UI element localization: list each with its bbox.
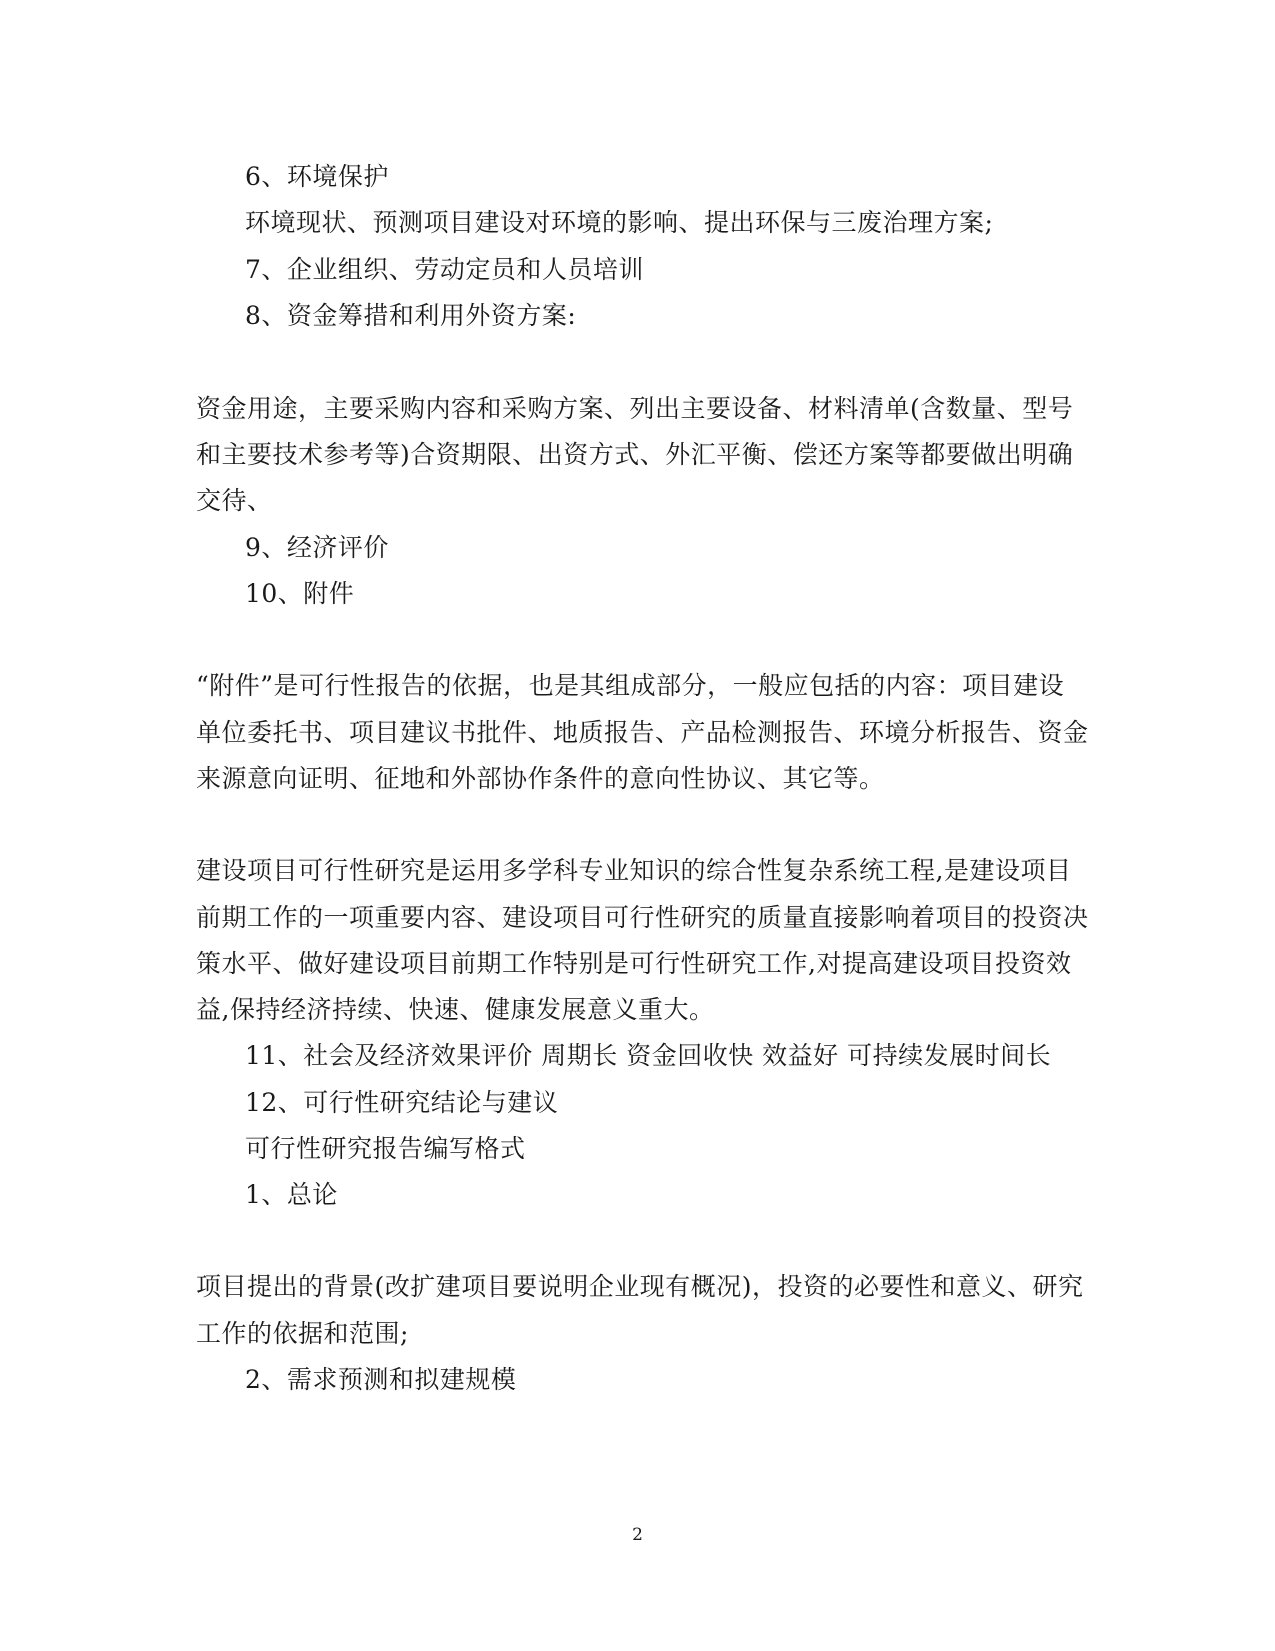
- text-line: 环境现状、预测项目建设对环境的影响、提出环保与三废治理方案;: [245, 208, 994, 237]
- heading-organization: 7、企业组织、劳动定员和人员培训: [245, 255, 644, 284]
- text-line: 来源意向证明、征地和外部协作条件的意向性协议、其它等。: [196, 764, 885, 793]
- text-line: 项目提出的背景(改扩建项目要说明企业现有概况)，投资的必要性和意义、研究: [196, 1272, 1084, 1301]
- heading-funding: 8、资金筹措和利用外资方案:: [245, 301, 577, 330]
- text-line: 交待、: [196, 486, 273, 515]
- heading-attachments: 10、附件: [245, 579, 355, 608]
- text-line: 工作的依据和范围;: [196, 1319, 409, 1348]
- text-line: 和主要技术参考等)合资期限、出资方式、外汇平衡、偿还方案等都要做出明确: [196, 440, 1074, 469]
- heading-environment: 6、环境保护: [245, 162, 389, 191]
- text-line: 单位委托书、项目建议书批件、地质报告、产品检测报告、环境分析报告、资金: [196, 718, 1089, 747]
- text-line: 益,保持经济持续、快速、健康发展意义重大。: [196, 995, 715, 1024]
- heading-report-format: 可行性研究报告编写格式: [245, 1134, 526, 1163]
- text-line: 前期工作的一项重要内容、建设项目可行性研究的质量直接影响着项目的投资决: [196, 903, 1089, 932]
- heading-overview: 1、总论: [245, 1180, 338, 1209]
- heading-social-economic: 11、社会及经济效果评价 周期长 资金回收快 效益好 可持续发展时间长: [245, 1041, 1052, 1070]
- text-line: “附件”是可行性报告的依据，也是其组成部分，一般应包括的内容：项目建设: [196, 671, 1065, 700]
- heading-demand-forecast: 2、需求预测和拟建规模: [245, 1365, 517, 1394]
- text-line: 策水平、做好建设项目前期工作特别是可行性研究工作,对提高建设项目投资效: [196, 949, 1072, 978]
- heading-conclusion: 12、可行性研究结论与建议: [245, 1088, 559, 1117]
- text-line: 资金用途，主要采购内容和采购方案、列出主要设备、材料清单(含数量、型号: [196, 394, 1074, 423]
- page-number: 2: [632, 1525, 643, 1545]
- heading-economic-evaluation: 9、经济评价: [245, 533, 389, 562]
- text-line: 建设项目可行性研究是运用多学科专业知识的综合性复杂系统工程,是建设项目: [196, 856, 1072, 885]
